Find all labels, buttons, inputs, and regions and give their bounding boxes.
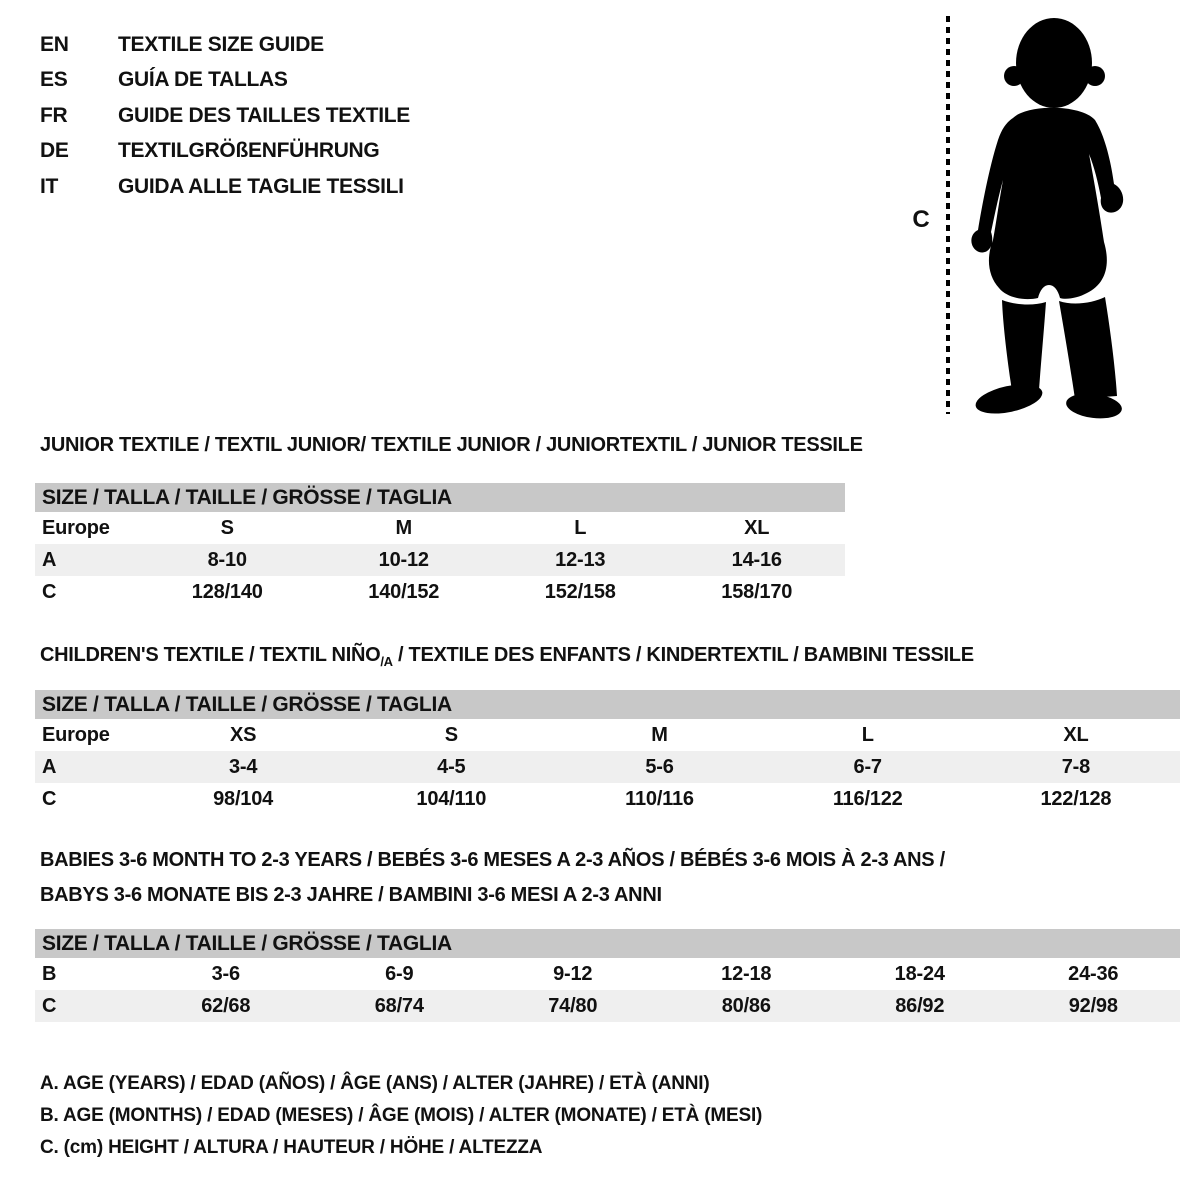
table-cell: L — [574, 516, 587, 539]
language-row-fr — [40, 98, 410, 134]
language-code: EN — [40, 32, 69, 56]
table-cell: 12-13 — [555, 548, 606, 571]
row-label: C — [42, 994, 57, 1017]
language-row-de — [40, 134, 410, 170]
table-cell: 3-6 — [211, 962, 240, 985]
table-row-age — [35, 751, 1180, 783]
legend-height-cm: C. (cm) HEIGHT / ALTURA / HAUTEUR / HÖHE / ALTEZZA — [40, 1137, 543, 1158]
table-cell: S — [220, 516, 234, 539]
table-cell: XL — [1063, 723, 1089, 746]
size-header-band: SIZE / TALLA / TAILLE / GRÖSSE / TAGLIA — [35, 929, 1180, 958]
babies-size-table — [35, 929, 1180, 1022]
table-row-months — [35, 958, 1180, 990]
table-cell: 24-36 — [1068, 962, 1119, 985]
table-cell: 104/110 — [416, 787, 487, 810]
table-cell: 7-8 — [1061, 755, 1091, 778]
children-size-table — [35, 690, 1180, 815]
language-title: GUÍA DE TALLAS — [118, 68, 288, 92]
table-cell: 18-24 — [894, 962, 945, 985]
table-cell: 10-12 — [378, 548, 429, 571]
legend-age-years: A. AGE (YEARS) / EDAD (AÑOS) / ÂGE (ANS) / ALTER (JAHRE) / ETÀ (ANNI) — [40, 1073, 710, 1094]
table-cell: 68/74 — [374, 994, 424, 1017]
row-label: Europe — [42, 723, 110, 746]
table-cell: S — [444, 723, 458, 746]
row-label: B — [42, 962, 57, 985]
babies-section-title-line1: BABIES 3-6 MONTH TO 2-3 YEARS / BEBÉS 3-6 MESES A 2-3 AÑOS / BÉBÉS 3-6 MOIS À 2-3 ANS / — [40, 849, 945, 871]
children-title-sub: /A — [380, 654, 393, 669]
table-cell: 116/122 — [832, 787, 903, 810]
language-code: ES — [40, 68, 68, 92]
height-measure-label: C — [912, 206, 930, 233]
table-cell: XL — [744, 516, 770, 539]
measurement-legend — [40, 1068, 762, 1164]
table-cell: 4-5 — [437, 755, 466, 778]
table-cell: 9-12 — [553, 962, 593, 985]
children-title-pre: CHILDREN'S TEXTILE / TEXTIL NIÑO — [40, 644, 381, 666]
table-cell: 140/152 — [368, 580, 440, 603]
table-cell: 80/86 — [721, 994, 771, 1017]
table-cell: M — [395, 516, 412, 539]
table-row-height — [35, 783, 1180, 815]
table-cell: 14-16 — [731, 548, 782, 571]
table-cell: 12-18 — [721, 962, 772, 985]
table-cell: 6-9 — [385, 962, 414, 985]
children-title-post: / TEXTILE DES ENFANTS / KINDERTEXTIL / BAMBINI TESSILE — [392, 644, 974, 666]
table-cell: 158/170 — [721, 580, 793, 603]
table-cell: 74/80 — [548, 994, 598, 1017]
language-row-en — [40, 27, 410, 63]
language-title-list — [40, 27, 410, 205]
table-row-height — [35, 576, 845, 608]
table-cell: 122/128 — [1040, 787, 1112, 810]
table-cell: 86/92 — [895, 994, 945, 1017]
table-cell: 110/116 — [625, 787, 694, 810]
row-label: C — [42, 787, 57, 810]
language-row-es — [40, 63, 410, 99]
language-code: IT — [40, 174, 59, 198]
legend-age-months: B. AGE (MONTHS) / EDAD (MESES) / ÂGE (MOIS) / ALTER (MONATE) / ETÀ (MESI) — [40, 1105, 763, 1126]
table-cell: 62/68 — [201, 994, 251, 1017]
table-row-europe — [35, 719, 1180, 751]
table-cell: 92/98 — [1068, 994, 1118, 1017]
table-cell: 3-4 — [228, 755, 258, 778]
table-cell: 152/158 — [544, 580, 616, 603]
babies-section-title-line2: BABYS 3-6 MONATE BIS 2-3 JAHRE / BAMBINI 3-6 MESI A 2-3 ANNI — [40, 884, 662, 906]
language-title: TEXTILGRÖßENFÜHRUNG — [118, 139, 380, 163]
table-cell: 5-6 — [645, 755, 674, 778]
table-cell: 128/140 — [191, 580, 263, 603]
table-cell: 6-7 — [853, 755, 882, 778]
row-label: Europe — [42, 516, 110, 539]
table-cell: M — [651, 723, 668, 746]
language-code: FR — [40, 103, 68, 127]
language-title: GUIDA ALLE TAGLIE TESSILI — [118, 174, 404, 198]
children-section-title — [40, 644, 974, 669]
language-title: GUIDE DES TAILLES TEXTILE — [118, 103, 410, 127]
table-cell: 8-10 — [207, 548, 247, 571]
height-measure-dashed-line — [946, 16, 950, 414]
row-label: C — [42, 580, 57, 603]
row-label: A — [42, 548, 57, 571]
junior-size-table — [35, 483, 845, 608]
table-row-europe — [35, 512, 845, 544]
size-header-band: SIZE / TALLA / TAILLE / GRÖSSE / TAGLIA — [35, 483, 845, 512]
language-row-it — [40, 169, 410, 205]
junior-section-title: JUNIOR TEXTILE / TEXTIL JUNIOR/ TEXTILE JUNIOR / JUNIORTEXTIL / JUNIOR TESSILE — [40, 434, 863, 456]
table-row-height — [35, 990, 1180, 1022]
language-title: TEXTILE SIZE GUIDE — [118, 32, 324, 56]
table-cell: L — [861, 723, 874, 746]
language-code: DE — [40, 139, 69, 163]
table-cell: 98/104 — [213, 787, 274, 810]
row-label: A — [42, 755, 57, 778]
size-header-band: SIZE / TALLA / TAILLE / GRÖSSE / TAGLIA — [35, 690, 1180, 719]
table-row-age — [35, 544, 845, 576]
toddler-silhouette-icon — [953, 10, 1145, 422]
table-cell: XS — [229, 723, 257, 746]
